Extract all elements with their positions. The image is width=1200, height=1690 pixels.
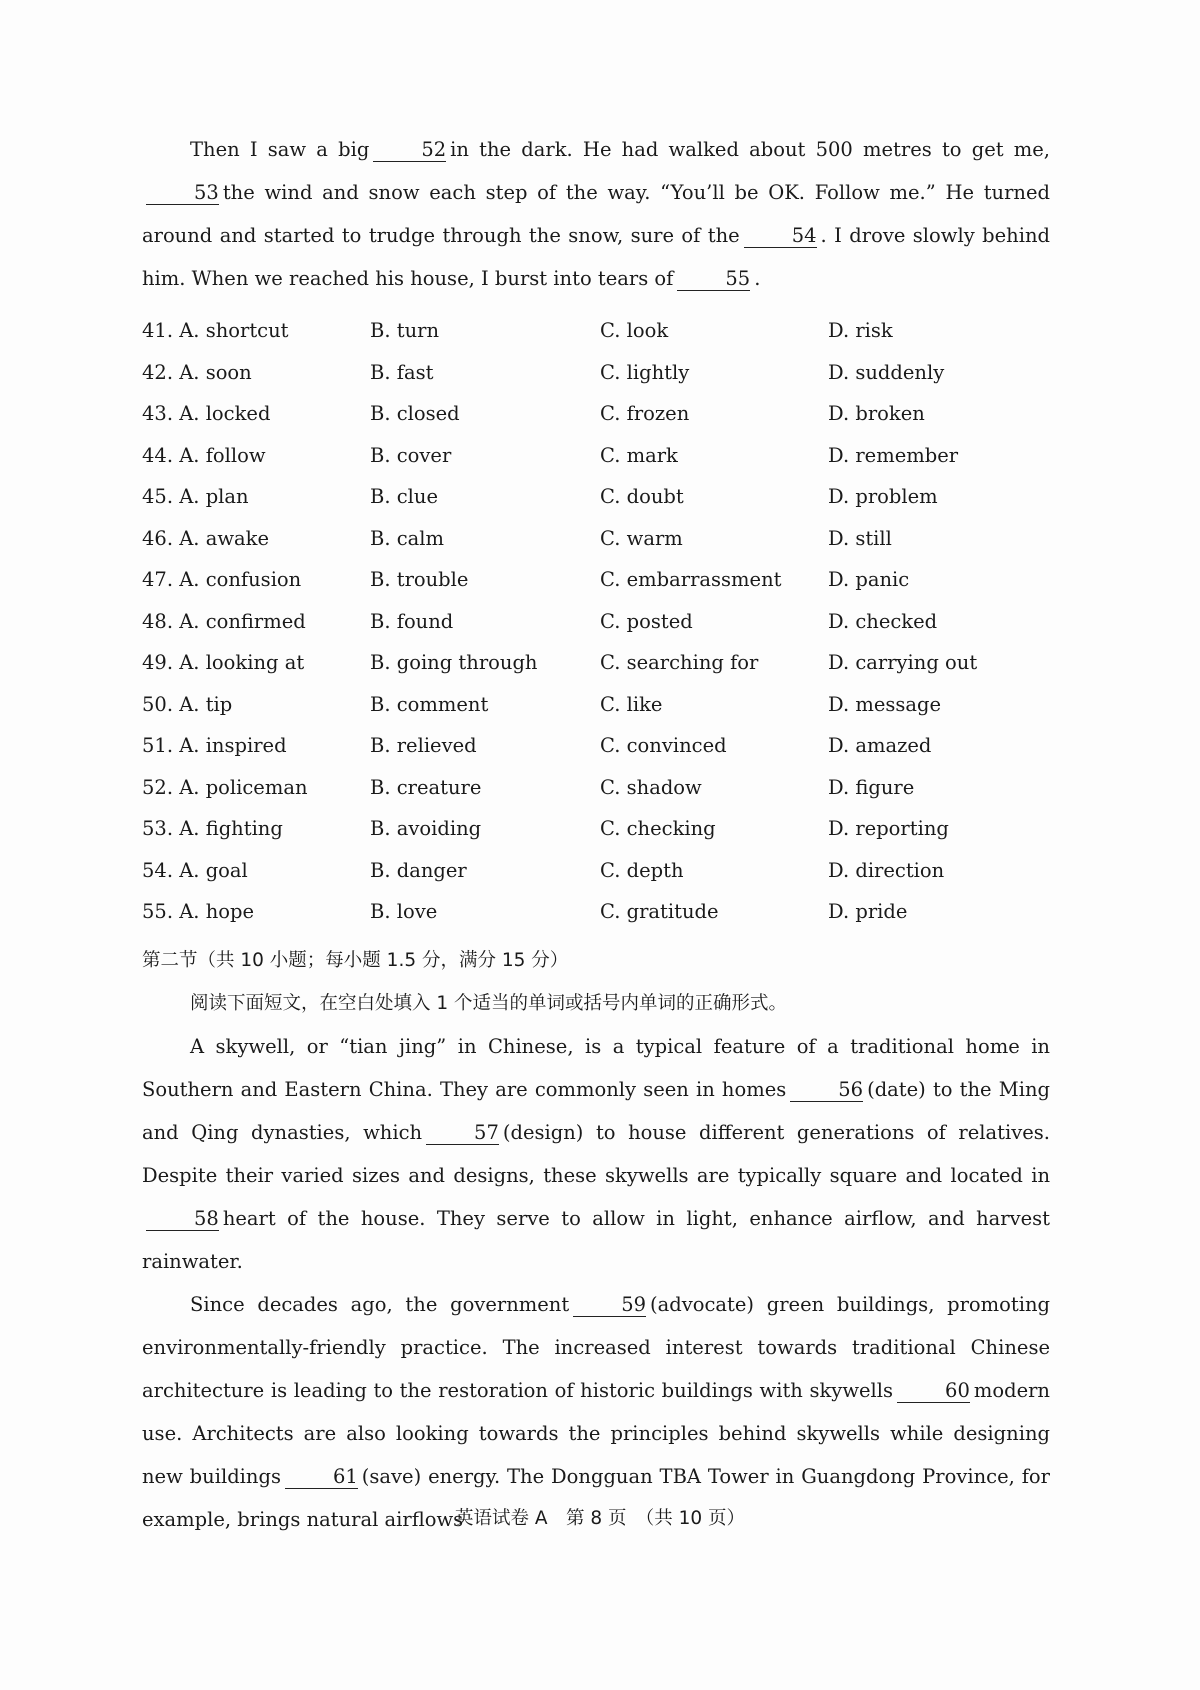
option-c: C. convinced	[600, 734, 727, 758]
passage-text: A skywell, or “tian jing” in Chinese, is a typical feature of a traditional home in Southern and Eastern China. They are commonly seen in homes	[142, 1034, 1050, 1101]
option-b: B. creature	[370, 775, 482, 799]
options-list	[142, 310, 1050, 933]
page-content	[142, 128, 1050, 1541]
option-c: C. mark	[600, 443, 678, 467]
option-d: D. direction	[828, 858, 945, 882]
option-d: D. pride	[828, 900, 908, 924]
option-c: C. shadow	[600, 775, 702, 799]
passage-text: heart of the house. They serve to allow in light, enhance airflow, and harvest rainwater.	[142, 1206, 1050, 1273]
option-d: D. suddenly	[828, 360, 945, 384]
option-row	[142, 767, 1050, 809]
option-c: C. embarrassment	[600, 568, 782, 592]
passage-2-paragraph-1	[142, 1025, 1050, 1283]
blank-58: 58	[146, 1208, 219, 1231]
option-a: 52. A. policeman	[142, 775, 308, 799]
option-d: D. reporting	[828, 817, 949, 841]
blank-56: 56	[790, 1079, 863, 1102]
option-b: B. relieved	[370, 734, 477, 758]
option-a: 54. A. goal	[142, 858, 248, 882]
passage-text: (design) to house different generations of relatives. Despite their varied sizes and designs, these skywells are typically square and located in	[142, 1120, 1050, 1187]
option-a: 47. A. confusion	[142, 568, 302, 592]
passage-text: . I drove slowly behind him. When we reached his house, I burst into tears of	[142, 224, 1050, 290]
blank-55: 55	[677, 268, 750, 291]
passage-text: modern use. Architects are also looking towards the principles behind skywells while designing new buildings	[142, 1378, 1050, 1488]
option-row	[142, 850, 1050, 892]
passage-text: Then I saw a big	[190, 138, 370, 161]
option-a: 49. A. looking at	[142, 651, 305, 675]
option-row	[142, 310, 1050, 352]
option-row	[142, 891, 1050, 933]
blank-54: 54	[744, 225, 817, 248]
option-b: B. fast	[370, 360, 434, 384]
option-d: D. panic	[828, 568, 910, 592]
option-d: D. remember	[828, 443, 959, 467]
option-b: B. clue	[370, 485, 438, 509]
option-b: B. found	[370, 609, 454, 633]
option-b: B. danger	[370, 858, 467, 882]
option-a: 51. A. inspired	[142, 734, 287, 758]
option-a: 43. A. locked	[142, 402, 271, 426]
option-c: C. posted	[600, 609, 693, 633]
option-row	[142, 725, 1050, 767]
passage-text: .	[754, 267, 761, 290]
passage-text: Since decades ago, the government	[190, 1292, 570, 1316]
passage-1-paragraph	[142, 128, 1050, 300]
option-c: C. look	[600, 319, 669, 343]
passage-text: (save) energy. The Dongguan TBA Tower in Guangdong Province, for example, brings natural airflows	[142, 1464, 1050, 1531]
option-c: C. depth	[600, 858, 684, 882]
option-a: 44. A. follow	[142, 443, 266, 467]
page-footer: 英语试卷 A 第 8 页 （共 10 页）	[454, 1508, 746, 1529]
option-row	[142, 559, 1050, 601]
option-c: C. gratitude	[600, 900, 719, 924]
section-instruction: 阅读下面短文，在空白处填入 1 个适当的单词或括号内单词的正确形式。	[190, 992, 788, 1014]
blank-60: 60	[897, 1380, 970, 1403]
option-b: B. calm	[370, 526, 445, 550]
blank-52: 52	[373, 139, 446, 162]
option-b: B. love	[370, 900, 438, 924]
option-d: D. message	[828, 692, 942, 716]
option-a: 55. A. hope	[142, 900, 255, 924]
option-row	[142, 352, 1050, 394]
passage-text: in the dark. He had walked about 500 metres to get me,	[450, 138, 1051, 161]
option-a: 48. A. confirmed	[142, 609, 306, 633]
option-d: D. checked	[828, 609, 938, 633]
option-a: 41. A. shortcut	[142, 319, 289, 343]
option-d: D. risk	[828, 319, 893, 343]
blank-61: 61	[285, 1466, 358, 1489]
option-a: 50. A. tip	[142, 692, 233, 716]
blank-57: 57	[426, 1122, 499, 1145]
option-d: D. amazed	[828, 734, 932, 758]
section-heading: 第二节（共 10 小题；每小题 1.5 分，满分 15 分）	[142, 949, 569, 971]
option-row	[142, 393, 1050, 435]
option-c: C. lightly	[600, 360, 690, 384]
option-a: 46. A. awake	[142, 526, 269, 550]
option-b: B. going through	[370, 651, 538, 675]
passage-text: (date) to the Ming and Qing dynasties, which	[142, 1077, 1050, 1144]
blank-53: 53	[146, 182, 219, 205]
option-a: 53. A. fighting	[142, 817, 283, 841]
option-a: 42. A. soon	[142, 360, 252, 384]
option-b: B. closed	[370, 402, 460, 426]
option-b: B. turn	[370, 319, 440, 343]
passage-text: the wind and snow each step of the way. “You’ll be OK. Follow me.” He turned around and started to trudge through the snow, sure of the	[142, 181, 1050, 247]
blank-59: 59	[573, 1294, 646, 1317]
option-row	[142, 642, 1050, 684]
option-c: C. like	[600, 692, 663, 716]
option-row	[142, 476, 1050, 518]
option-d: D. figure	[828, 775, 915, 799]
option-b: B. trouble	[370, 568, 469, 592]
option-row	[142, 601, 1050, 643]
option-d: D. broken	[828, 402, 925, 426]
option-row	[142, 518, 1050, 560]
passage-text: (advocate) green buildings, promoting environmentally-friendly practice. The increased interest towards traditional Chinese architecture is leading to the restoration of historic buildings with skywells	[142, 1292, 1051, 1402]
option-c: C. frozen	[600, 402, 690, 426]
option-row	[142, 684, 1050, 726]
option-row	[142, 808, 1050, 850]
option-d: D. still	[828, 526, 892, 550]
option-b: B. comment	[370, 692, 489, 716]
passage-2-paragraph-2	[142, 1283, 1050, 1541]
option-b: B. cover	[370, 443, 452, 467]
option-a: 45. A. plan	[142, 485, 249, 509]
option-c: C. warm	[600, 526, 683, 550]
option-c: C. checking	[600, 817, 716, 841]
option-c: C. doubt	[600, 485, 684, 509]
option-c: C. searching for	[600, 651, 759, 675]
option-row	[142, 435, 1050, 477]
option-b: B. avoiding	[370, 817, 482, 841]
option-d: D. problem	[828, 485, 938, 509]
option-d: D. carrying out	[828, 651, 978, 675]
